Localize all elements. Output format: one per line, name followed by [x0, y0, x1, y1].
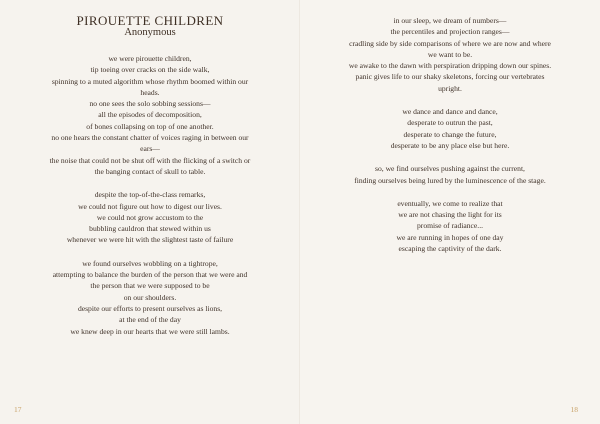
poem-line: we found ourselves wobbling on a tightrope,: [82, 258, 218, 268]
poem-line: we awake to the dawn with perspiration dripping down our spines.: [348, 61, 552, 71]
poem-line: the banging contact of skull to table.: [94, 166, 206, 176]
right-page: [300, 0, 600, 424]
poem-line: eventually, we come to realize that: [397, 198, 503, 208]
poem-line: the percentiles and projection ranges—: [390, 27, 510, 37]
stanza: [320, 106, 580, 151]
stanza: [320, 15, 580, 94]
poem-line: cradling side by side comparisons of where we are now and where: [349, 38, 551, 48]
poem-line: despite the top-of-the-class remarks,: [94, 190, 206, 200]
poem-line: we are running in hopes of one day: [396, 232, 504, 242]
stanza: [320, 198, 580, 254]
poem-author: Anonymous: [124, 27, 176, 38]
stanza: [18, 53, 282, 177]
poem-line: we want to be.: [427, 49, 473, 59]
poem-line: panic gives life to our shaky skeletons, forcing our vertebrates: [355, 72, 545, 82]
poem-line: we could not figure out how to digest our lives.: [78, 201, 222, 211]
poem-line: tip toeing over cracks on the side walk,: [90, 65, 210, 75]
poem-line: the noise that could not be shut off with the flicking of a switch or: [49, 155, 251, 165]
left-stanzas: [18, 53, 282, 337]
page-number-right: 18: [570, 405, 578, 414]
poem-line: escaping the captivity of the dark.: [398, 244, 502, 254]
left-page-column: [18, 14, 282, 349]
poem-line: on our shoulders.: [123, 292, 177, 302]
poem-line: we dance and dance and dance,: [402, 107, 498, 117]
poem-line: attempting to balance the burden of the person that we were and: [52, 270, 248, 280]
poem-line: we are not chasing the light for its: [398, 210, 502, 220]
poem-line: we knew deep in our hearts that we were still lambs.: [70, 326, 230, 336]
poem-line: finding ourselves being lured by the luminescence of the stage.: [354, 175, 546, 185]
poem-line: we were pirouette children,: [108, 54, 192, 63]
poem-line: we could not grow accustom to the: [96, 212, 204, 222]
right-stanzas: [320, 15, 580, 254]
poem-line: despite our efforts to present ourselves as lions,: [77, 303, 223, 313]
right-page-column: [320, 15, 580, 266]
poem-line: all the episodes of decomposition,: [98, 110, 202, 120]
poem-line: at the end of the day: [119, 315, 181, 325]
poem-line: of bones collapsing on top of one another.: [86, 121, 214, 131]
poem-line: spinning to a muted algorithm whose rhythm boomed within our: [51, 76, 249, 86]
poem-title: PIROUETTE CHILDREN: [76, 13, 224, 28]
poem-line: heads.: [140, 87, 160, 97]
stanza: [320, 163, 580, 186]
poem-line: desperate to be any place else but here.: [390, 140, 510, 150]
poem-line: so, we find ourselves pushing against the current,: [375, 164, 525, 174]
poem-line: promise of radiance...: [417, 221, 483, 231]
poem-line: in our sleep, we dream of numbers—: [393, 16, 507, 25]
poem-line: desperate to outrun the past,: [407, 118, 493, 128]
page-number-left: 17: [14, 405, 22, 414]
poem-line: desperate to change the future,: [403, 129, 497, 139]
stanza: [18, 258, 282, 337]
poem-line: upright.: [438, 83, 462, 93]
poem-line: no one sees the solo sobbing sessions—: [89, 99, 211, 109]
poem-line: whenever we were hit with the slightest taste of failure: [66, 235, 234, 245]
poem-line: the person that we were supposed to be: [90, 281, 210, 291]
poem-line: no one hears the constant chatter of voices raging in between our: [51, 133, 249, 143]
stanza: [18, 189, 282, 245]
poem-line: bubbling cauldron that stewed within us: [89, 224, 211, 234]
poem-line: ears—: [140, 144, 160, 154]
